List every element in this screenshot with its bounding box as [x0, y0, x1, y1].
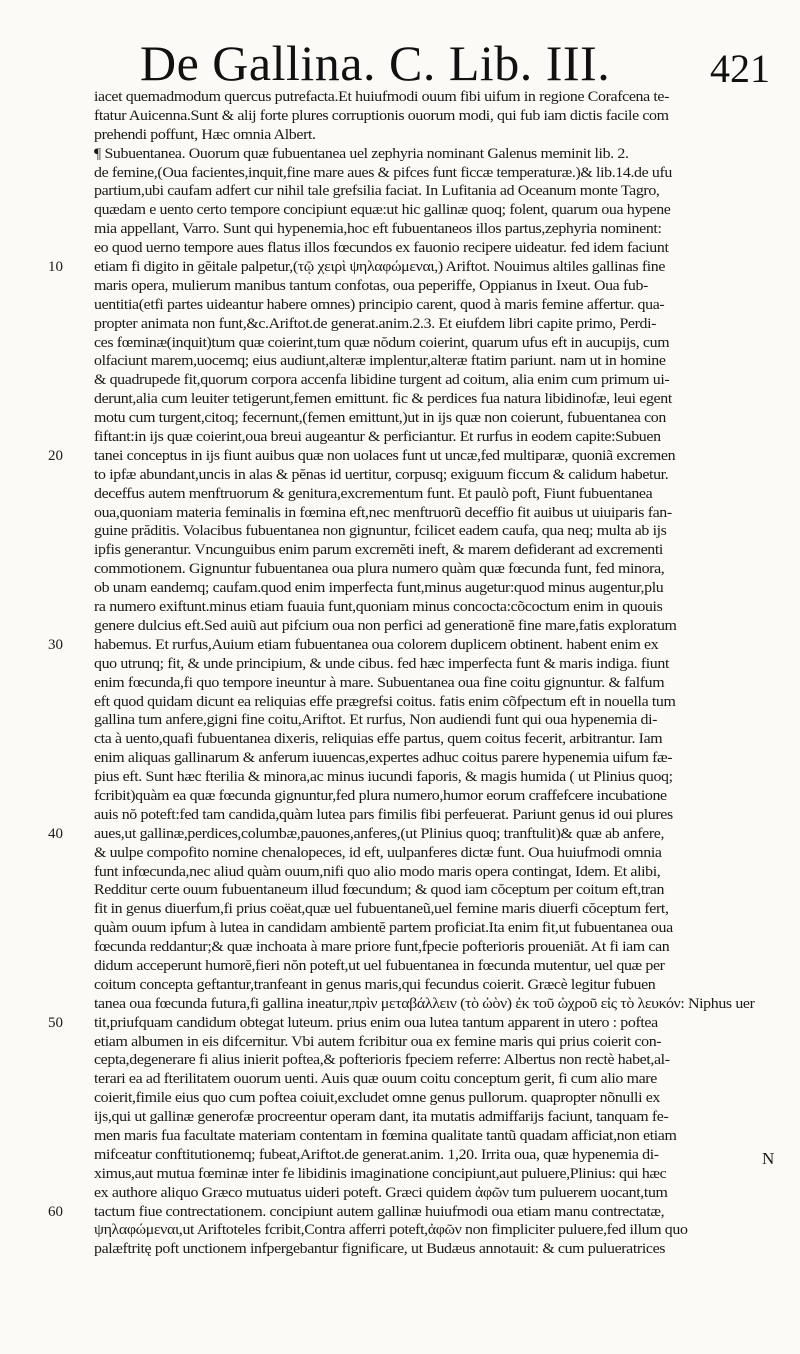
text-line: motu cum turgent,citoq; fecernunt,(femen emittunt,)ut in ijs quæ non coierunt, fubuentanea con: [94, 410, 666, 427]
text-line: cta à uento,quafi fubuentanea dixeris, reliquias effe partus, quem coitus fecerit, arbitrantur. Iam: [94, 731, 663, 748]
text-line: genere dulcius eft.Sed auiũ aut pifcium oua non perfici ad generationĕ fine mare,fatis exploratum: [94, 617, 677, 634]
text-line: Redditur certe ouum fubuentaneum illud fœcundum; & quod iam cŏceptum per coitum eft,tran: [94, 882, 665, 899]
text-line: ψηλαφώμεναι,ut Ariftoteles fcribit,Contra afferri poteft,ἀφῶν non fimpliciter puluere,fed illum quo: [94, 1222, 688, 1239]
text-line: eo quod uerno tempore aues flatus illos fœcundos ex fauonio recipere uideatur. fed idem faciunt: [94, 240, 669, 257]
text-line: enim fœcunda,fi quo tempore ineuntur à mare. Subuentanea oua fine coitu gignuntur. & falfum: [94, 674, 665, 691]
text-line: cepta,degenerare fi alius inierit poftea,& pofterioris fpeciem referre: Albertus non rectè habet,al-: [94, 1052, 670, 1069]
text-line: palæftritę poft unctionem infpergebantur fignificare, ut Budæus annotauit: & cum pulueratrices: [94, 1241, 666, 1258]
text-line: men maris fua facultate materiam contentam in fœmina qualitate tantũ quadam afficiat,non etiam: [94, 1127, 677, 1144]
text-line: fcribit)quàm ea quæ fœcunda gignuntur,fed plura numero,humor eorum craffefcere incubatione: [94, 787, 667, 804]
text-line: iacet quemadmodum quercus putrefacta.Et huiufmodi ouum fibi uifum in regione Corafcena te-: [94, 89, 670, 105]
body-text: [94, 88, 784, 1259]
text-line: quàm ouum ipfum à lutea in candidam ambientĕ partem proficiat.Ita enim fit,ut fubuentanea oua: [94, 920, 673, 937]
line-number: 20: [48, 448, 63, 465]
text-line: de femine,(Oua facientes,inquit,fine mare aues & pifces funt ficcæ temperaturæ.)& lib.14.de ufu: [94, 164, 673, 181]
line-number: 60: [48, 1204, 63, 1221]
text-line: ximus,aut mutua fœminæ inter fe libidinis imaginatione concipiunt,aut puluere,Plinius: qui hæc: [94, 1165, 667, 1182]
text-line: quo utrunq; fit, & unde principium, & unde cibus. fed hæc imperfecta funt & maris indiga. fiunt: [94, 655, 670, 672]
text-line: oua,quoniam materia feminalis in fœmina eft,nec menftruorũ deceffio fit auibus ut uiuiparis fan-: [94, 504, 672, 521]
text-line: & quadrupede fit,quorum corpora accenfa libidine turgent ad coitum, alia enim cum primum ui-: [94, 372, 670, 389]
text-line: fiftant:in ijs quæ coierint,oua breui augeantur & perficiantur. Et rurfus in eodem capite:Subuen: [94, 429, 661, 446]
text-line: funt infœcunda,nec aliud quàm ouum,nifi quo alio modo maris opera contingat, Idem. Et alibi,: [94, 863, 661, 880]
page-number: 421: [710, 46, 770, 91]
text-line: ra numero exiftunt.minus etiam fuauia funt,quoniam minus concocta:cõcoctum enim in quouis: [94, 599, 663, 616]
text-line: ipfis generantur. Vncunguibus enim parum excremĕti ineft, & marem defiderant ad excrementi: [94, 542, 663, 559]
text-line: aues,ut gallinæ,perdices,columbæ,pauones,anferes,(ut Plinius quoq; tranftulit)& quæ ab anfere,: [94, 825, 665, 842]
text-line: ftatur Auicenna.Sunt & alij forte plures corruptionis ouorum modi, qui fub iam dictis facile com: [94, 107, 669, 124]
text-line: coitum concepta geftantur,tranfeant in genus maris,qui fecundus coierit. Græcè legitur fubuen: [94, 976, 656, 993]
text-line: maris opera, mulierum manibus tantum confotas, oua peperiffe, Oppianus in Ixeut. Oua fub-: [94, 277, 648, 294]
text-line: derunt,alia cum leuiter tetigerunt,femen emittunt. fic & perdices fua natura libidinofæ, leui egent: [94, 391, 672, 408]
text-line: to ipfæ abundant,uncis in alas & pĕnas id uertitur, corpusq; exiguum ficcum & calidum habetur.: [94, 466, 669, 483]
text-line: mia appellant, Varro. Sunt qui hypenemia,hoc eft fubuentaneos illos partus,zephyria nominent:: [94, 221, 662, 238]
text-line: deceffus autem menftruorum & genitura,excrementum funt. Et paulò poft, Fiunt fubuentanea: [94, 485, 653, 502]
text-line: pius eft. Sunt hæc fterilia & minora,ac minus iucundi faporis, & magis humida ( ut Plinius quoq;: [94, 769, 673, 786]
text-line: mifceatur conftitutionemq; fubeat,Ariftot.de generat.anim. 1,20. Irrita oua, quæ hypenemia di-: [94, 1146, 659, 1163]
text-line: terari ea ad fterilitatem ouorum uenti. Auis quæ ouum coitu conceptum gerit, fi cum alio mare: [94, 1071, 657, 1088]
text-line: & uulpe compofito nomine chenalopeces, id eft, uulpanferes dictæ funt. Oua huiufmodi omnia: [94, 844, 662, 861]
line-number: 30: [48, 637, 63, 654]
text-line: ijs,qui ut gallinæ generofæ procreentur operam dant, ita mutatis admiffarijs faciunt, tanquam fe-: [94, 1109, 669, 1126]
catchword: N: [762, 1149, 775, 1168]
text-line: propter animata non funt,&c.Ariftot.de generat.anim.2.3. Et eiufdem libri capite primo, Perdi-: [94, 315, 657, 332]
text-line: ces fœminæ(inquit)tum quæ coierint,tum quæ nŏdum coierint, quarum ufus eft in aucupijs, cum: [94, 334, 670, 351]
text-line: fœcunda reddantur;& quæ inchoata à mare priore funt,fpecie pofterioris proueniăt. At fi iam can: [94, 939, 670, 956]
text-line: enim aliquas gallinarum & anferum iuuencas,expertes adhuc coitus parere hypenemia uifum fæ-: [94, 750, 673, 767]
text-line: etiam albumen in eis difcernitur. Vbi autem fcribitur oua ex femine maris qui prius coierit con-: [94, 1033, 662, 1050]
text-line: prehendi poffunt, Hæc omnia Albert.: [94, 126, 316, 143]
text-line: etiam fi digito in gĕitale palpetur,(τῷ χειρὶ ψηλαφώμεναι,) Ariftot. Nouimus altiles gallinas fine: [94, 259, 666, 276]
text-line: commotionem. Gignuntur fubuentanea oua plura numero quàm quæ fœcunda funt, fed minora,: [94, 561, 665, 578]
text-line: auis nŏ poteft:fed tam candida,quàm lutea pars fimilis fibi perfeuerat. Pariunt genus id oui plures: [94, 806, 673, 823]
text-line: ex authore aliquo Græco mutuatus uideri poteft. Græci quidem ἀφῶν tum puluerem uocant,tum: [94, 1184, 668, 1201]
text-line: tanei conceptus in ijs fiunt auibus quæ non uolaces funt ut uncæ,fed multiparæ, quoniã excremen: [94, 447, 676, 464]
text-line: partium,ubi caufam adfert cur nihil tale grefsilia faciat. In Lufitania ad Oceanum monte Tagro,: [94, 183, 660, 200]
text-line: guine prăditis. Volacibus fubuentanea non gignuntur, fcilicet eadem caufa, qua neq; multa ab ijs: [94, 523, 667, 540]
text-line: olfaciunt marem,uocemq; eius audiunt,alteræ implentur,alteræ ftatim pariunt. nam ut in homine: [94, 353, 666, 370]
running-head: De Gallina. C. Lib. III.: [140, 35, 611, 91]
line-number: 40: [48, 826, 63, 843]
line-number: 50: [48, 1015, 63, 1032]
text-line: didum acceperunt humorĕ,fieri nŏn poteft,ut uel fubuentanea in fœcunda mutentur, uel quæ per: [94, 957, 665, 974]
text-line: fit in genus diuerfum,fi prius coëat,quæ uel fubuentaneũ,uel femine maris diuerfi cŏceptum fert,: [94, 901, 669, 918]
text-line: tactum fiue contrectationem. concipiunt autem gallinæ huiufmodi oua etiam manu contrectatæ,: [94, 1203, 665, 1220]
text-line: ¶ Subuentanea. Ouorum quæ fubuentanea uel zephyria nominant Galenus meminit lib. 2.: [94, 145, 629, 162]
text-line: tit,priufquam candidum obtegat luteum. prius enim oua lutea tantum apparent in utero : poftea: [94, 1014, 658, 1031]
text-line: quædam e uento certo tempore concipiunt equæ:ut hic gallinæ quoq; folent, quarum oua hypene: [94, 202, 671, 219]
line-number: 10: [48, 259, 63, 276]
text-line: gallina tum anfere,gigni fine coitu,Ariftot. Et rurfus, Non audiendi funt qui oua hypenemia di-: [94, 712, 658, 729]
text-line: eft quod quidam dicunt ea reliquias effe prægrefsi coitus. fatis enim cõfpectum eft in nouella tum: [94, 693, 676, 710]
text-line: coierit,fimile eius quo cum poftea coiuit,excludet omne genus pullorum. quapropter nõnulli ex: [94, 1090, 661, 1107]
text-line: uentitia(etfi partes uideantur habere omnes) principio carent, quod à maris femine affertur. qua-: [94, 296, 665, 313]
text-line: habemus. Et rurfus,Auium etiam fubuentanea oua colorem duplicem obtinent. habent enim ex: [94, 636, 659, 653]
text-line: tanea oua fœcunda futura,fi gallina ineatur,πρὶν μεταβάλλειν (τὸ ὠὸν) ἐκ τοῦ ὠχροῦ εἰς τὸ λευκόν: Niphus uer: [94, 995, 755, 1012]
text-line: ob unam eandemq; caufam.quod enim imperfecta funt,minus augetur:quod minus augentur,plu: [94, 580, 664, 597]
